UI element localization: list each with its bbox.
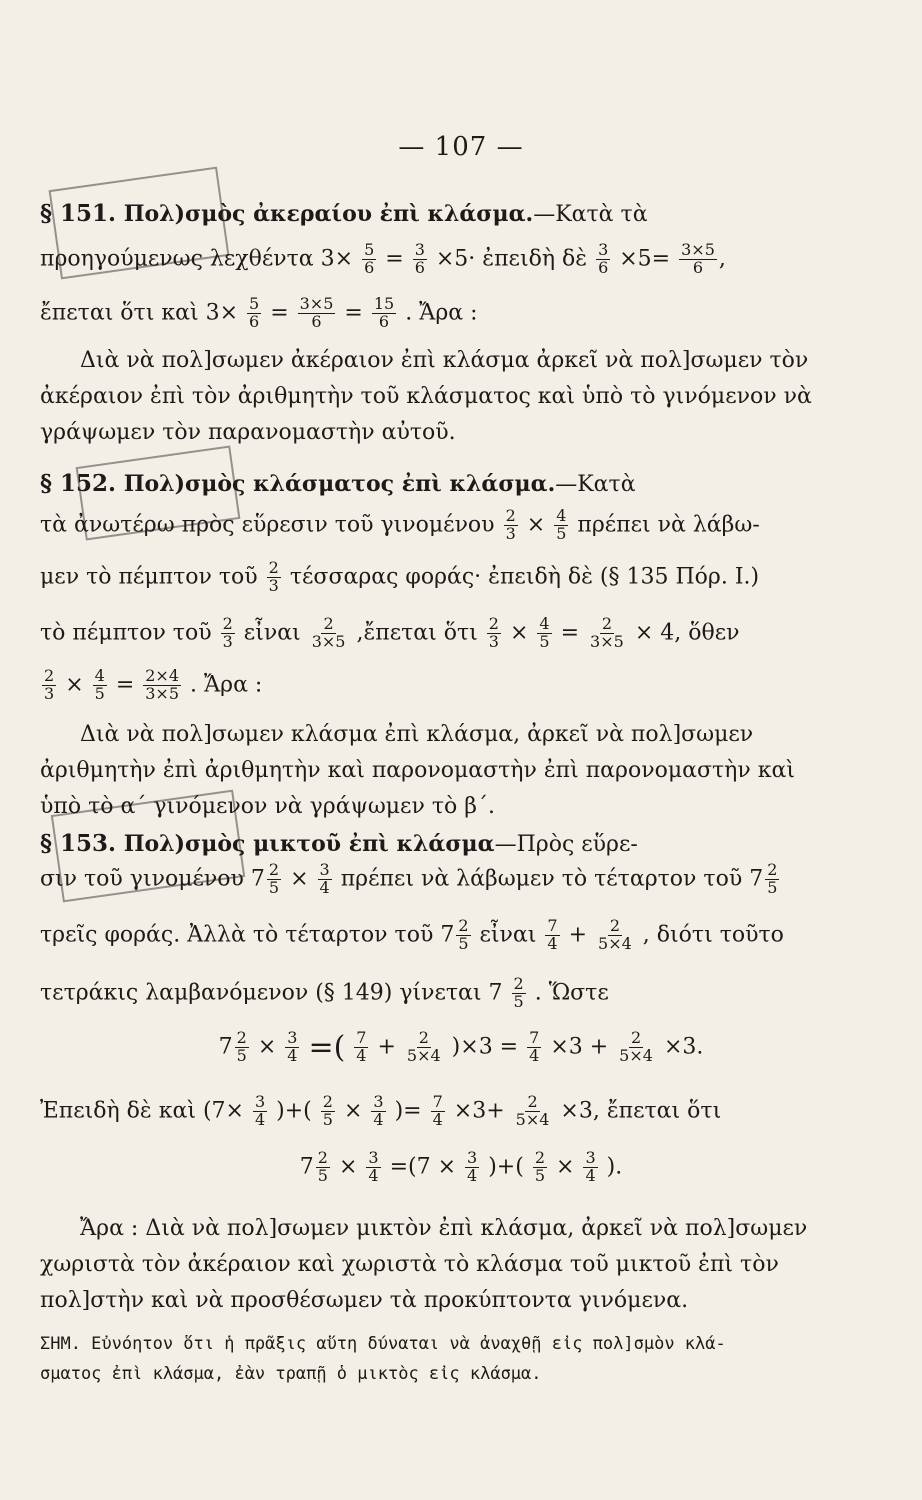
- den: 3: [268, 575, 279, 595]
- text: =: [115, 672, 135, 698]
- fraction-3-4: [583, 1150, 597, 1185]
- fraction-3-4: [366, 1150, 380, 1185]
- fraction-3-4: [253, 1094, 267, 1129]
- den: 3: [222, 631, 233, 651]
- text: ×: [290, 866, 309, 892]
- fraction-3x5-6: [298, 296, 336, 331]
- den: 5: [236, 1046, 247, 1065]
- s151-line2: προηγούμενως λεχθέντα 3× $\frac{5}{6}$ = $\frac{3}{6}$ ×5· ἐπειδὴ δὲ $\frac{3}{6}$ ×5= $\frac{3\times 5}{6}$ ,: [40, 240, 726, 277]
- fraction-2-5: [235, 1030, 249, 1065]
- fraction-3-6: [413, 242, 427, 277]
- fraction-7-4: [354, 1030, 368, 1065]
- fraction-2-5x4: [405, 1030, 443, 1065]
- den: 4: [254, 1109, 266, 1129]
- num: 3: [414, 240, 425, 259]
- num: 3: [368, 1148, 379, 1167]
- text: ×: [65, 672, 84, 698]
- s152-rule-line3: ὑπὸ τὸ α΄ γινόμενον νὰ γράψωμεν τὸ β΄.: [40, 794, 495, 819]
- text: τέσσαρας φοράς· ἐπειδὴ δὲ (§ 135 Πόρ. I.): [289, 564, 760, 590]
- fraction-2-5: [765, 862, 779, 897]
- den: 5: [458, 933, 469, 953]
- s152-heading: [40, 470, 882, 497]
- page-number: — 107 —: [398, 132, 524, 162]
- text: ×: [526, 512, 546, 538]
- den: 4: [356, 1046, 367, 1065]
- fraction-2-5: [533, 1150, 547, 1185]
- num: 2: [630, 1028, 642, 1048]
- fraction-3-4: [318, 862, 332, 897]
- num: 7: [356, 1028, 367, 1048]
- fraction-3-4: [371, 1094, 385, 1129]
- s152-line3: [40, 560, 882, 595]
- den: 4: [547, 933, 558, 953]
- text: σιν τοῦ γινομένου 7: [40, 866, 265, 892]
- text: εἶναι: [479, 922, 537, 948]
- den: 6: [249, 311, 260, 331]
- text: τὸ πέμπτον τοῦ: [40, 620, 212, 646]
- den: 4: [368, 1165, 379, 1185]
- fraction-2-3: [267, 560, 281, 595]
- den: 5×4: [406, 1046, 441, 1065]
- text: τρεῖς φοράς. Ἀλλὰ τὸ τέταρτον τοῦ 7: [40, 922, 455, 948]
- s151-rule-line1: Διὰ νὰ πολ]σωμεν ἀκέραιον ἐπὶ κλάσμα ἀρκεῖ νὰ πολ]σωμεν τὸν: [80, 348, 809, 373]
- fraction-4-5: [554, 508, 568, 543]
- text: )+(: [488, 1154, 524, 1180]
- text: . Ὥστε: [534, 980, 609, 1006]
- num: 3: [585, 1148, 596, 1167]
- s151-tail: —Κατὰ τὰ: [533, 202, 648, 227]
- text: τὰ ἀνωτέρω πρὸς εὕρεσιν τοῦ γινομένου: [40, 512, 495, 538]
- fraction-2-5x4: [514, 1094, 552, 1129]
- num: 4: [94, 666, 105, 685]
- num: 15: [373, 294, 395, 313]
- text: . Ἄρα :: [190, 672, 263, 698]
- s153-equation3: [40, 1150, 882, 1185]
- num: 3: [287, 1028, 298, 1048]
- note-line1: ΣΗΜ. Εὐνόητον ὅτι ἡ πρᾶξις αὕτη δύναται νὰ ἀναχθῇ εἰς πολ]σμὸν κλά-: [40, 1334, 726, 1354]
- s151-heading: [40, 200, 882, 227]
- num: 2: [527, 1092, 538, 1111]
- num: 2: [458, 916, 469, 935]
- text: πρέπει νὰ λάβωμεν τὸ τέταρτον τοῦ 7: [340, 866, 764, 892]
- num: 3×5: [299, 294, 334, 313]
- text: 7: [218, 1034, 233, 1060]
- fraction-2-3: [504, 508, 518, 543]
- text: μεν τὸ πέμπτον τοῦ: [40, 564, 258, 590]
- text: τετράκις λαμβανόμενον (§ 149) γίνεται 7: [40, 980, 503, 1006]
- text: =: [560, 620, 580, 646]
- s153-heading: [40, 830, 882, 857]
- s152-line5: [40, 668, 882, 703]
- den: 5: [539, 631, 550, 651]
- den: 6: [692, 257, 704, 277]
- den: 4: [529, 1046, 540, 1065]
- den: 6: [378, 311, 390, 331]
- text: εἶναι: [243, 620, 301, 646]
- num: 2: [534, 1148, 546, 1167]
- s152-number: § 152.: [40, 470, 117, 497]
- fraction-3-4: [285, 1030, 299, 1065]
- fraction-2-3x5: [588, 616, 626, 651]
- num: 2: [222, 614, 233, 633]
- s153-line2: [40, 862, 882, 897]
- s153-line3: [40, 918, 882, 953]
- s151-number: § 151.: [40, 200, 117, 227]
- text: ἔπεται ὅτι καὶ 3×: [40, 300, 238, 326]
- den: 5: [268, 877, 280, 897]
- num: 2×4: [145, 666, 180, 685]
- den: 5: [513, 991, 524, 1011]
- num: 2: [418, 1028, 429, 1048]
- s152-title: Πολ)σμὸς κλάσματος ἐπὶ κλάσμα.: [123, 471, 556, 497]
- text: ×5· ἐπειδὴ δὲ: [435, 246, 588, 272]
- fraction-2-5: [321, 1094, 335, 1129]
- den: 5: [534, 1165, 546, 1185]
- text: , διότι τοῦτο: [642, 922, 784, 948]
- den: 3×5: [311, 631, 346, 651]
- num: 2: [317, 1148, 328, 1167]
- s151-title: Πολ)σμὸς ἀκεραίου ἐπὶ κλάσμα.: [123, 201, 534, 227]
- fraction-15-6: [372, 296, 396, 331]
- text: =: [270, 300, 289, 326]
- fraction-5-6: [247, 296, 261, 331]
- text: )×3 =: [451, 1034, 519, 1060]
- num: 2: [601, 614, 613, 633]
- den: 3: [488, 631, 499, 651]
- s152-line4: [40, 616, 882, 651]
- den: 3×5: [590, 631, 624, 651]
- text: =: [385, 246, 404, 272]
- den: 4: [319, 877, 330, 897]
- num: 4: [556, 506, 567, 525]
- s153-rule-line1: Ἄρα : Διὰ νὰ πολ]σωμεν μικτὸν ἐπὶ κλάσμα, ἀρκεῖ νὰ πολ]σωμεν: [80, 1216, 808, 1241]
- s152-line2: [40, 508, 882, 543]
- num: 3: [467, 1148, 478, 1167]
- text: . Ἄρα :: [405, 300, 478, 326]
- text: × 4, ὅθεν: [634, 620, 740, 646]
- s152-rule-line1: Διὰ νὰ πολ]σωμεν κλάσμα ἐπὶ κλάσμα, ἀρκεῖ νὰ πολ]σωμεν: [80, 722, 754, 747]
- den: 4: [585, 1165, 596, 1185]
- fraction-2-5x4: [617, 1030, 655, 1065]
- text: ×3.: [663, 1034, 704, 1060]
- text: ×: [338, 1154, 358, 1180]
- den: 4: [373, 1109, 384, 1129]
- note-line2: σματος ἐπὶ κλάσμα, ἐὰν τραπῇ ὁ μικτὸς εἰς κλάσμα.: [40, 1364, 542, 1384]
- num: 2: [505, 506, 516, 525]
- num: 2: [513, 974, 524, 993]
- text: ×: [509, 620, 529, 646]
- s151-line3: [40, 296, 882, 331]
- s153-tail: —Πρὸς εὕρε-: [494, 832, 638, 857]
- num: 5: [249, 294, 260, 313]
- s153-number: § 153.: [40, 830, 117, 857]
- fraction-7-4: [545, 918, 559, 953]
- text: =(: [308, 1030, 346, 1065]
- fraction-2-3: [42, 668, 56, 703]
- s153-rule-line3: πολ]στὴν καὶ νὰ προσθέσωμεν τὰ προκύπτοντα γινόμενα.: [40, 1288, 689, 1313]
- s152-rule-line2: ἀριθμητὴν ἐπὶ ἀριθμητὴν καὶ παρονομαστὴν ἐπὶ παρονομαστὴν καὶ: [40, 758, 795, 783]
- num: 2: [323, 614, 334, 633]
- den: 5×4: [598, 933, 632, 953]
- s153-equation1: [40, 1030, 882, 1065]
- num: 7: [547, 916, 558, 935]
- text: προηγούμενως λεχθέντα 3×: [40, 246, 354, 272]
- fraction-2-5: [267, 862, 281, 897]
- den: 5: [322, 1109, 333, 1129]
- den: 4: [432, 1109, 443, 1129]
- den: 3: [44, 683, 55, 703]
- fraction-7-4: [527, 1030, 541, 1065]
- fraction-2-5: [512, 976, 526, 1011]
- den: 4: [467, 1165, 478, 1185]
- s151-rule-line3: γράψωμεν τὸν παρανομαστὴν αὐτοῦ.: [40, 420, 456, 445]
- s153-line4: [40, 976, 882, 1011]
- s152-tail: —Κατὰ: [555, 472, 636, 497]
- fraction-7-4: [431, 1094, 445, 1129]
- num: 3: [319, 860, 330, 879]
- num: 7: [529, 1028, 540, 1048]
- text: 7: [299, 1154, 314, 1180]
- den: 4: [287, 1046, 298, 1065]
- fraction-3-6: [596, 242, 610, 277]
- s153-rule-line2: χωριστὰ τὸν ἀκέραιον καὶ χωριστὰ τὸ κλάσμα τοῦ μικτοῦ ἐπὶ τὸν: [40, 1252, 779, 1277]
- den: 5×4: [515, 1109, 550, 1129]
- fraction-4-5: [537, 616, 551, 651]
- fraction-4-5: [93, 668, 107, 703]
- num: 2: [268, 558, 279, 577]
- text: ×3, ἔπεται ὅτι: [560, 1098, 722, 1124]
- text: ×3+: [453, 1098, 505, 1124]
- text: Ἐπειδὴ δὲ καὶ (7×: [40, 1098, 244, 1124]
- num: 3: [373, 1092, 384, 1111]
- text: ,ἔπεται ὅτι: [356, 620, 478, 646]
- text: +: [377, 1034, 396, 1060]
- den: 5: [556, 523, 567, 543]
- s153-title: Πολ)σμὸς μικτοῦ ἐπὶ κλάσμα: [123, 831, 495, 857]
- text: ×5=: [619, 246, 671, 272]
- text: ×: [343, 1098, 363, 1124]
- fraction-3-4: [465, 1150, 479, 1185]
- fraction-2-5x4: [596, 918, 634, 953]
- fraction-2-3x5: [310, 616, 348, 651]
- text: ×: [257, 1034, 277, 1060]
- text: πρέπει νὰ λάβω-: [577, 512, 760, 538]
- den: 3: [505, 523, 516, 543]
- fraction-2-3: [487, 616, 501, 651]
- num: 2: [322, 1092, 333, 1111]
- num: 7: [432, 1092, 443, 1111]
- den: 5: [94, 683, 105, 703]
- num: 2: [236, 1028, 247, 1048]
- den: 6: [598, 257, 609, 277]
- fraction-2-5: [456, 918, 470, 953]
- s151-rule-line2: ἀκέραιον ἐπὶ τὸν ἀριθμητὴν τοῦ κλάσματος καὶ ὑπὸ τὸ γινόμενον νὰ: [40, 384, 812, 409]
- num: 2: [609, 916, 620, 935]
- text: ×3 +: [550, 1034, 609, 1060]
- den: 5: [317, 1165, 328, 1185]
- den: 6: [414, 257, 425, 277]
- den: 5: [767, 877, 778, 897]
- text: ×: [556, 1154, 575, 1180]
- num: 3: [254, 1092, 266, 1111]
- den: 5×4: [619, 1046, 653, 1065]
- den: 3×5: [145, 683, 180, 703]
- num: 4: [539, 614, 550, 633]
- num: 2: [44, 666, 55, 685]
- num: 2: [268, 860, 280, 879]
- den: 6: [311, 311, 322, 331]
- num: 3×5: [681, 240, 715, 259]
- text: =: [344, 300, 363, 326]
- text: )=: [394, 1098, 422, 1124]
- s153-equation2: [40, 1094, 882, 1129]
- num: 5: [364, 240, 375, 259]
- text: +: [568, 922, 588, 948]
- fraction-2-3: [221, 616, 235, 651]
- fraction-5-6: [362, 242, 376, 277]
- num: 2: [767, 860, 778, 879]
- num: 2: [488, 614, 499, 633]
- text: )+(: [276, 1098, 312, 1124]
- fraction-2x4-3x5: [143, 668, 181, 703]
- fraction-3x5-6: [679, 242, 717, 277]
- den: 6: [364, 257, 375, 277]
- text: =(7 ×: [389, 1154, 457, 1180]
- text: ).: [606, 1154, 623, 1180]
- num: 3: [598, 240, 609, 259]
- fraction-2-5: [316, 1150, 330, 1185]
